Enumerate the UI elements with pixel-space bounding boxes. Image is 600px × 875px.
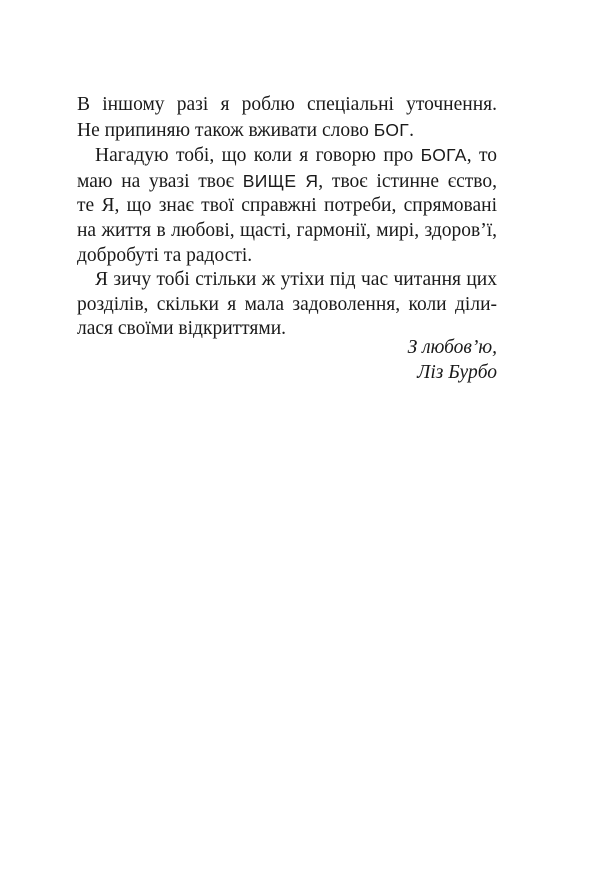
paragraph-1-line-2 bbox=[77, 118, 497, 144]
signature-author: Ліз Бурбо bbox=[417, 361, 497, 383]
paragraph-3-line-2: розділів, скільки я мала задоволення, коли діли- bbox=[77, 293, 497, 315]
caps-phrase: ВИЩЕ Я bbox=[242, 170, 319, 191]
paragraph-1-line-1: В іншому разі я роблю спеціальні уточнення. bbox=[77, 94, 497, 115]
text-run: Нагадую тобі, що коли я говорю про bbox=[95, 145, 421, 167]
signature bbox=[408, 336, 497, 385]
paragraph-2-line-5: добробуті та радості. bbox=[77, 244, 253, 266]
caps-word: БОГ bbox=[373, 119, 410, 140]
text-run: , твоє істинне єство, bbox=[318, 170, 497, 192]
paragraph-2-line-3: те Я, що знає твої справжні потреби, спрямовані bbox=[77, 195, 497, 217]
paragraph-2-line-2 bbox=[77, 169, 497, 195]
text-run: . bbox=[409, 119, 414, 141]
paragraph-2-line-1 bbox=[77, 143, 497, 169]
body-text bbox=[77, 93, 497, 342]
caps-word: БОГА bbox=[420, 145, 467, 166]
paragraph-2-line-4: на життя в любові, щасті, гармонії, мирі, здоров’ї, bbox=[77, 219, 497, 241]
text-run: Не припиняю також вживати слово bbox=[77, 119, 374, 141]
text-run: , то bbox=[466, 145, 498, 167]
signature-closing: З любов’ю, bbox=[407, 337, 497, 358]
paragraph-3-line-3: лася своїми відкриттями. bbox=[77, 318, 287, 340]
paragraph-3-line-1: Я зичу тобі стільки ж утіхи під час читання цих bbox=[95, 269, 497, 291]
text-run: маю на увазі твоє bbox=[77, 170, 243, 192]
